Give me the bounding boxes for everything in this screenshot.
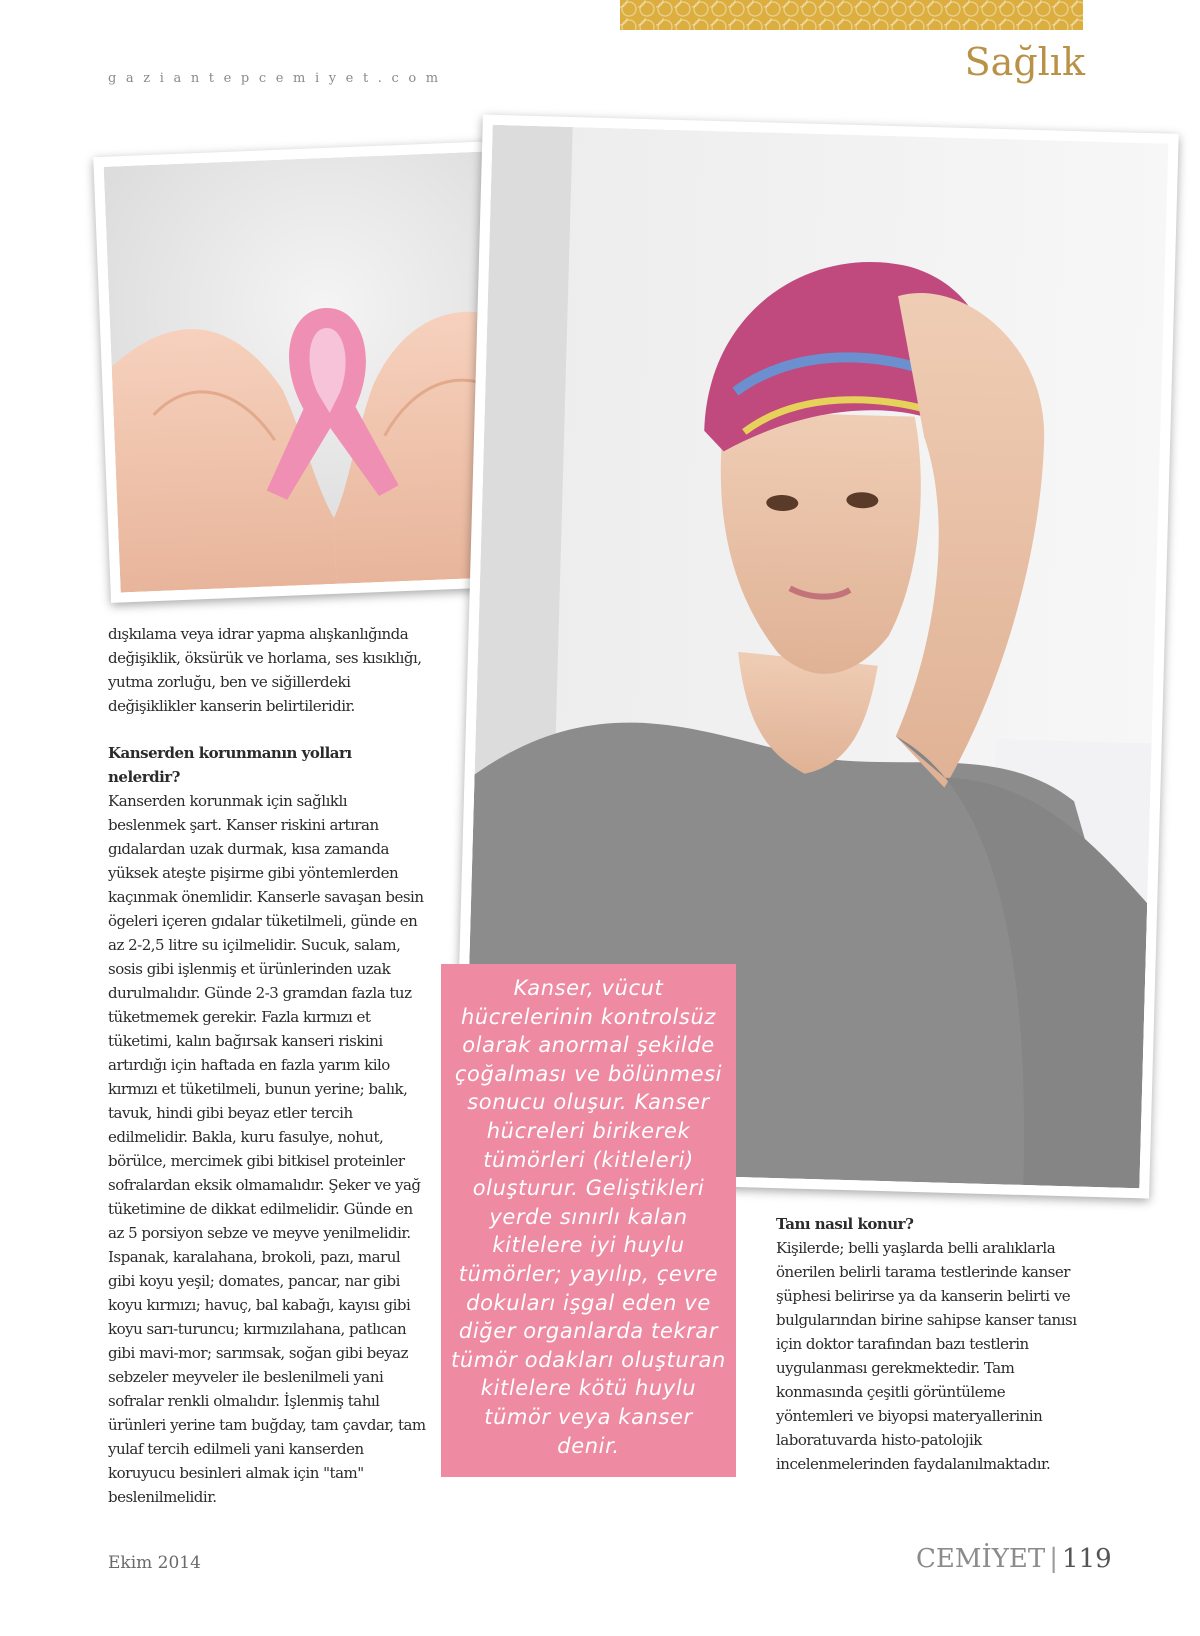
prevention-heading: Kanserden korunmanın yolları nelerdir? bbox=[108, 744, 352, 786]
diagnosis-paragraph: Kişilerde; belli yaşlarda belli aralıklarla önerilen belirli tarama testlerinde kanser şüphesi belirirse ya da kanserin belirti ve bulgularından birine sahipse kanser tanısı için doktor tarafından bazı testlerin uygulanması gerekmektedir. Tam konmasında çeşitli görüntüleme yöntemleri ve biyopsi materyallerinin laboratuvarda histo-patolojik incelenmelerinden faydalanılmaktadır. bbox=[776, 1239, 1077, 1473]
brand-separator: | bbox=[1049, 1544, 1059, 1574]
section-title: Sağlık bbox=[964, 40, 1085, 84]
page-number: 119 bbox=[1062, 1544, 1112, 1574]
brand-name: CEMİYET bbox=[916, 1544, 1046, 1574]
diagnosis-heading: Tanı nasıl konur? bbox=[776, 1215, 914, 1233]
prevention-paragraph: Kanserden korunmak için sağlıklı beslenmek şart. Kanser riskini artıran gıdalardan uzak durmak, kısa zamanda yüksek ateşte pişirme gibi yöntemlerden kaçınmak önemlidir. Kanserle savaşan besin ögeleri içeren gıdalar tüketilmeli, günde en az 2-2,5 litre su içilmelidir. Sucuk, salam, sosis gibi işlenmiş et ürünlerinden uzak durulmalıdır. Günde 2-3 gramdan fazla tuz tüketmemek gerekir. Fazla kırmızı et tüketimi, kalın bağırsak kanseri riskini artırdığı için haftada en fazla yarım kilo kırmızı et tüketilmeli, bunun yerine; balık, tavuk, hindi gibi beyaz etler tercih edilmelidir. Bakla, kuru fasulye, nohut, börülce, mercimek gibi bitkisel proteinler sofralardan eksik olmamalıdır. Şeker ve yağ tüketimine de dikkat edilmelidir. Günde en az 5 porsiyon sebze ve meyve yenilmelidir. Ispanak, karalahana, brokoli, pazı, marul gibi koyu yeşil; domates, pancar, nar gibi koyu kırmızı; havuç, bal kabağı, kayısı gibi koyu sarı-turuncu; kırmızılahana, patlıcan gibi mavi-mor; sarımsak, soğan gibi beyaz sebzeler meyveler ile beslenilmeli yani sofralar renkli olmalıdır. İşlenmiş tahıl ürünleri yerine tam buğday, tam çavdar, tam yulaf tercih edilmeli yani kanserden koruyucu besinleri almak için "tam" beslenilmelidir. bbox=[108, 792, 426, 1506]
site-url: gaziantepcemiyet.com bbox=[108, 71, 448, 86]
pull-quote-box bbox=[441, 964, 736, 1477]
symptoms-paragraph: dışkılama veya idrar yapma alışkanlığında değişiklik, öksürük ve horlama, ses kısıklığı, yutma zorluğu, ben ve siğillerdeki değişiklikler kanserin belirtileridir. bbox=[108, 625, 422, 715]
left-column-intro bbox=[108, 622, 428, 718]
magazine-brand bbox=[916, 1544, 1112, 1574]
pull-quote-text: Kanser, vücut hücrelerinin kontrolsüz olarak anormal şekilde çoğalması ve bölünmesi sonucu oluşur. Kanser hücreleri birikerek tümörleri (kitleleri) oluşturur. Geliştikleri yerde sınırlı kalan kitlelere iyi huylu tümörler; yayılıp, çevre dokuları işgal eden ve diğer organlarda tekrar tümör odakları oluşturan kitlelere kötü huylu tümör veya kanser denir. bbox=[451, 976, 726, 1458]
issue-date: Ekim 2014 bbox=[108, 1553, 201, 1573]
header-ornament-band bbox=[620, 0, 1083, 30]
left-column-main bbox=[108, 741, 428, 1509]
right-column bbox=[776, 1212, 1086, 1476]
